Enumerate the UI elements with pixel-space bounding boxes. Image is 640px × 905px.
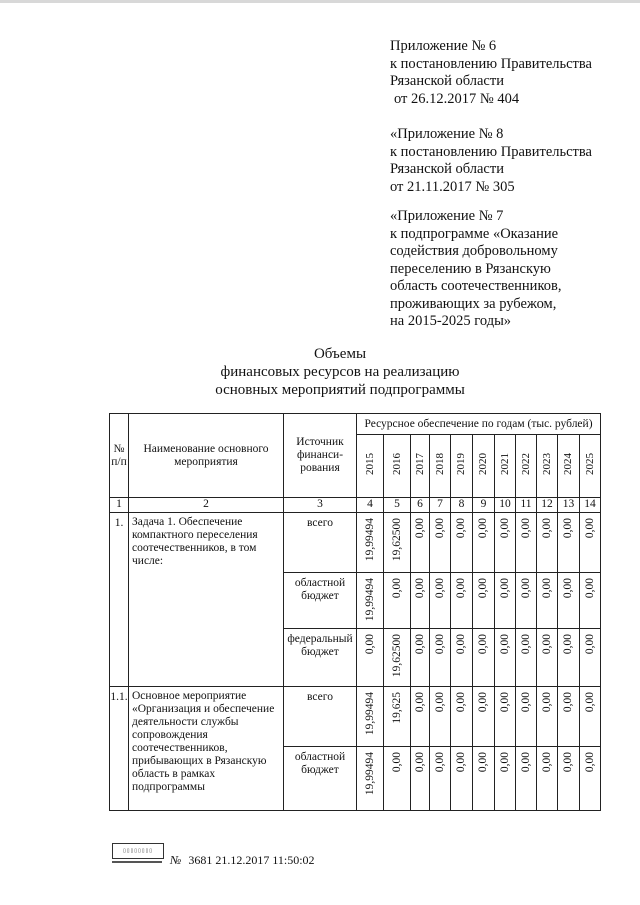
col-header-source: Источник финанси-рования [284,414,357,498]
value-text: 0,00 [413,692,426,713]
value-cell [580,747,601,811]
value-cell [495,573,516,629]
header-line: к постановлению Правительства [390,55,592,72]
value-cell [558,687,580,747]
value-cell [537,687,558,747]
column-number: 9 [473,498,495,513]
value-cell [580,629,601,687]
year-label: 2016 [390,453,403,475]
year-header [411,435,430,498]
table-row [110,513,601,573]
value-cell [537,747,558,811]
value-cell [451,573,473,629]
value-cell [451,629,473,687]
value-text: 19,99494 [363,578,376,622]
title-line: основных мероприятий подпрограммы [215,382,465,398]
funding-source: всего [284,687,357,747]
row-number: 1.1. [110,687,129,811]
column-number: 2 [129,498,284,513]
value-text: 0,00 [519,752,532,773]
value-text: 0,00 [433,752,446,773]
value-cell [495,687,516,747]
col-header-no: № п/п [110,414,129,498]
value-cell [495,747,516,811]
value-cell [411,687,430,747]
value-text: 0,00 [498,518,511,539]
value-text: 0,00 [413,578,426,599]
header-line: проживающих за рубежом, [390,295,557,312]
column-numbers-row [110,498,601,513]
row-number: 1. [110,513,129,687]
value-cell [357,747,384,811]
header-line: область соотечественников, [390,278,562,294]
title-line: финансовых ресурсов на реализацию [220,364,460,380]
year-header [558,435,580,498]
value-cell [473,747,495,811]
value-cell [537,513,558,573]
value-cell [411,629,430,687]
value-text: 0,00 [583,634,596,655]
value-cell [357,513,384,573]
value-cell [473,687,495,747]
value-text: 0,00 [477,692,489,713]
value-text: 0,00 [390,752,403,773]
column-number: 3 [284,498,357,513]
column-number: 14 [580,498,601,513]
document-title [150,345,530,399]
registration-mark [170,853,315,868]
value-text: 19,62500 [390,634,403,678]
value-text: 0,00 [519,634,532,655]
value-text: 0,00 [519,518,532,539]
header-line: Приложение № 6 [390,38,497,54]
value-text: 0,00 [498,578,511,599]
funding-source: областной бюджет [284,747,357,811]
year-label: 2020 [477,453,489,475]
column-number: 11 [516,498,537,513]
value-text: 0,00 [390,578,403,599]
value-cell [451,513,473,573]
header-line: Рязанской области [390,161,504,177]
value-text: 0,00 [413,752,426,773]
value-text: 0,00 [498,752,511,773]
funding-source: областной бюджет [284,573,357,629]
value-text: 0,00 [455,634,467,655]
value-cell [411,513,430,573]
value-cell [580,687,601,747]
value-text: 0,00 [519,692,532,713]
value-cell [384,629,411,687]
value-cell [495,513,516,573]
col-header-resources: Ресурсное обеспечение по годам (тыс. рублей) [357,414,601,435]
column-number: 1 [110,498,129,513]
year-header [384,435,411,498]
header-line: к постановлению Правительства [390,143,592,160]
header-line: Рязанской области [390,73,504,89]
value-text: 0,00 [540,692,553,713]
value-text: 19,62500 [390,518,403,562]
year-label: 2022 [519,453,532,475]
value-text: 0,00 [540,518,553,539]
value-text: 0,00 [583,578,596,599]
column-number: 5 [384,498,411,513]
value-cell [580,573,601,629]
year-label: 2025 [583,453,596,475]
value-text: 0,00 [540,578,553,599]
value-text: 0,00 [455,692,467,713]
value-text: 0,00 [455,518,467,539]
header-line: «Приложение № 7 [390,208,504,224]
column-number: 8 [451,498,473,513]
funding-source: федеральный бюджет [284,629,357,687]
value-cell [430,629,451,687]
activity-name: Задача 1. Обеспечение компактного переселения соотечественников, в том числе: [129,513,284,687]
value-cell [537,573,558,629]
value-text: 0,00 [433,578,446,599]
value-text: 0,00 [519,578,532,599]
footer-stamp [112,843,164,863]
value-cell [357,687,384,747]
scan-edge [0,0,640,3]
value-cell [558,573,580,629]
header-line: переселению в Рязанскую [390,260,551,277]
value-text: 0,00 [433,634,446,655]
value-text: 0,00 [477,518,489,539]
stamp-logo [112,843,164,859]
header-appendix-7 [390,208,635,331]
header-appendix-8 [390,126,635,196]
value-cell [384,687,411,747]
value-cell [430,573,451,629]
registration-sign: № [170,853,182,867]
column-number: 6 [411,498,430,513]
value-text: 0,00 [455,578,467,599]
value-cell [357,573,384,629]
value-cell [516,747,537,811]
year-header [357,435,384,498]
header-line: содействия добровольному [390,243,558,259]
value-cell [516,573,537,629]
value-cell [384,747,411,811]
value-text: 0,00 [498,634,511,655]
column-number: 7 [430,498,451,513]
value-cell [537,629,558,687]
year-header [580,435,601,498]
year-label: 2018 [433,453,446,475]
col-header-name: Наименование основного мероприятия [129,414,284,498]
registration-text: 3681 21.12.2017 11:50:02 [188,853,315,867]
value-cell [451,747,473,811]
value-text: 0,00 [477,578,489,599]
value-cell [357,629,384,687]
value-cell [558,747,580,811]
value-cell [580,513,601,573]
value-text: 0,00 [477,752,489,773]
year-label: 2024 [562,453,574,475]
header-line: от 21.11.2017 № 305 [390,178,515,195]
year-header [495,435,516,498]
value-text: 0,00 [413,634,426,655]
year-label: 2019 [455,453,467,475]
year-header [537,435,558,498]
value-text: 0,00 [455,752,467,773]
value-text: 0,00 [583,518,596,539]
value-text: 0,00 [540,634,553,655]
value-cell [558,629,580,687]
header-line: к подпрограмме «Оказание [390,225,559,242]
header-line: на 2015-2025 годы» [390,313,512,329]
value-text: 19,99494 [363,518,376,562]
value-text: 0,00 [433,518,446,539]
year-header [430,435,451,498]
column-number: 10 [495,498,516,513]
value-text: 19,99494 [363,692,376,736]
value-cell [516,513,537,573]
year-label: 2021 [498,453,511,475]
year-header [516,435,537,498]
value-cell [558,513,580,573]
header-line: от 26.12.2017 № 404 [394,90,520,107]
table-row [110,687,601,747]
year-label: 2023 [540,453,553,475]
title-line: Объемы [313,346,367,362]
stamp-pattern: ▯▯▯▯▯▯▯▯ [122,849,153,854]
value-text: 0,00 [562,752,574,773]
activity-name: Основное мероприятие «Организация и обеспечение деятельности службы сопровождения соотечественников, прибывающих в Рязанскую область в рамках подпрограммы [129,687,284,811]
value-cell [473,513,495,573]
value-text: 0,00 [562,578,574,599]
year-header [451,435,473,498]
year-header [473,435,495,498]
value-text: 0,00 [562,692,574,713]
value-cell [384,573,411,629]
stamp-underline [112,861,162,863]
column-number: 4 [357,498,384,513]
header-appendix-6 [390,38,635,108]
column-number: 12 [537,498,558,513]
value-cell [411,747,430,811]
year-label: 2017 [413,453,426,475]
value-text: 19,625 [390,692,403,724]
value-cell [473,629,495,687]
value-cell [516,629,537,687]
value-cell [384,513,411,573]
resources-table [109,413,601,811]
value-cell [473,573,495,629]
value-cell [451,687,473,747]
value-text: 0,00 [477,634,489,655]
header-line: «Приложение № 8 [390,126,504,142]
value-cell [411,573,430,629]
value-text: 0,00 [433,692,446,713]
value-cell [430,687,451,747]
funding-source: всего [284,513,357,573]
value-text: 0,00 [498,692,511,713]
value-text: 0,00 [540,752,553,773]
value-text: 19,99494 [363,752,376,796]
year-label: 2015 [363,453,376,475]
value-cell [430,513,451,573]
value-cell [516,687,537,747]
value-text: 0,00 [562,518,574,539]
column-number: 13 [558,498,580,513]
value-text: 0,00 [363,634,376,655]
value-text: 0,00 [583,752,596,773]
value-text: 0,00 [562,634,574,655]
value-cell [495,629,516,687]
value-cell [430,747,451,811]
value-text: 0,00 [413,518,426,539]
value-text: 0,00 [583,692,596,713]
